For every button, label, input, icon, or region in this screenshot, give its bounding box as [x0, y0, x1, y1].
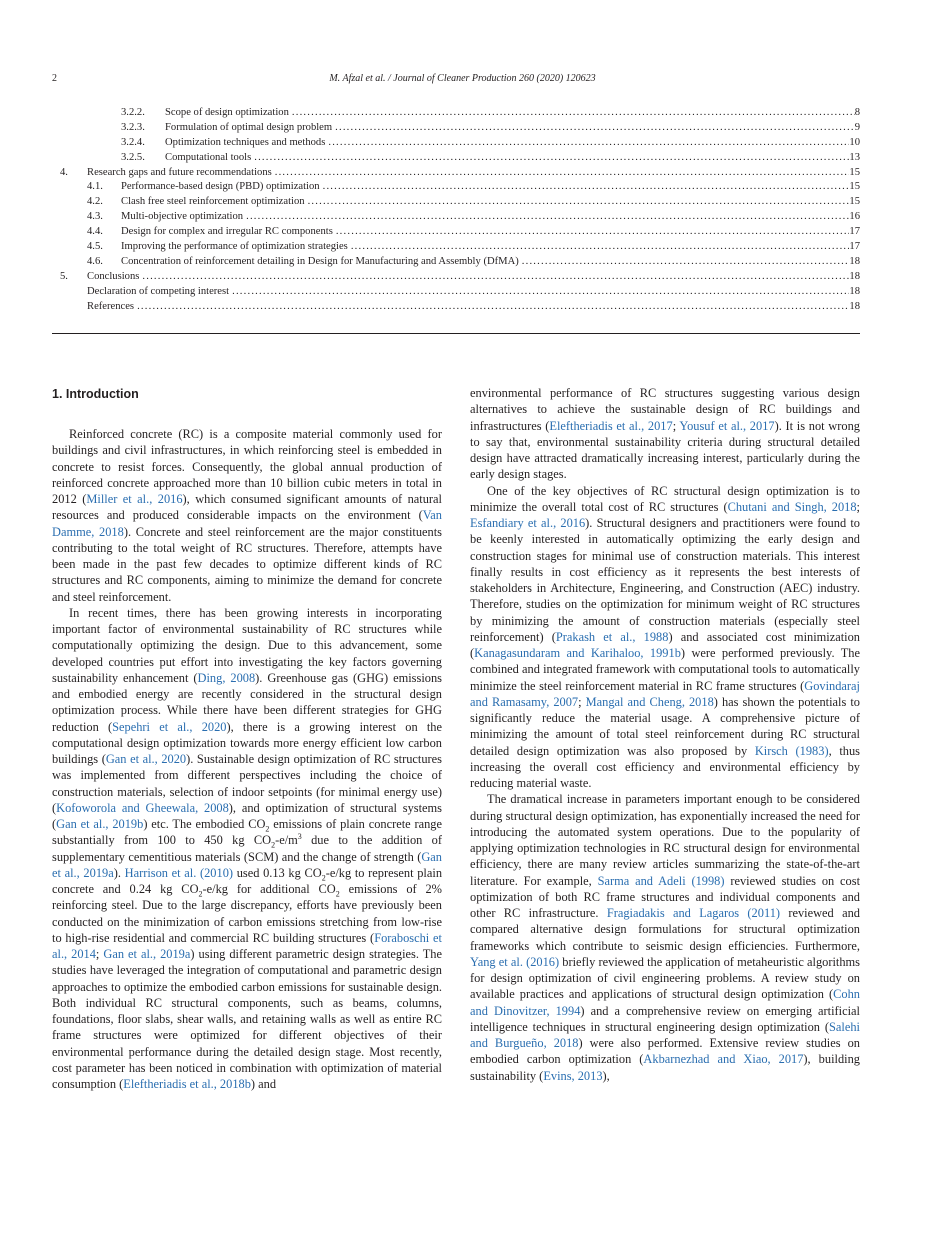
citation-link[interactable]: Kofoworola and Gheewala, 2008 [56, 800, 229, 815]
toc-entry-title: Computational tools [165, 151, 252, 163]
toc-leader-dots [348, 241, 850, 252]
toc-leader-dots [251, 152, 849, 163]
citation-link[interactable]: Prakash et al., 1988 [555, 629, 669, 644]
toc-entry[interactable] [52, 256, 860, 271]
section-heading: 1. Introduction [52, 387, 139, 401]
toc-entry-title: References [87, 300, 135, 312]
toc-leader-dots [139, 271, 849, 282]
toc-entry-number: 4.5. [87, 241, 103, 253]
toc-entry[interactable] [52, 122, 860, 137]
toc-leader-dots [243, 211, 849, 222]
citation-link[interactable]: Yang et al. (2016) [470, 954, 560, 969]
toc-entry-title: Clash free steel reinforcement optimization [121, 196, 305, 208]
toc-entry[interactable] [52, 241, 860, 256]
citation-link[interactable]: Harrison et al. (2010) [124, 865, 234, 880]
toc-entry[interactable] [52, 107, 860, 122]
toc-entry-page: 17 [849, 241, 860, 253]
paragraph: One of the key objectives of RC structural design optimization is to minimize the overall total cost of RC structures (Chutani and Singh, 2018; Esfandiary et al., 2016). Structural designers and practitioners were found to be keenly interested in automatically optimizing the early design and construction stages for minimal use of construction materials. This interest finally results in cost efficiency as it represents the best interests of stakeholders in Architecture, Engineering, and Construction (AEC) industry. Therefore, studies on the optimization for minimum weight of RC structures by minimizing the amount of construction materials (especially steel reinforcement) (Prakash et al., 1988) and associated cost minimization (Kanagasundaram and Karihaloo, 1991b) were performed previously. The combined and integrated framework with computational tools to automatically minimize the steel reinforcement material in RC frame structures (Govindaraj and Ramasamy, 2007; Mangal and Cheng, 2018) has shown the potentials to significantly reduce the material usage. A comprehensive picture of minimizing the amount of total steel reinforcement during RC structural detailed design optimization was also proposed by Kirsch (1983), thus increasing the overall cost efficiency and environmental efficiency by reducing material waste. [470, 483, 861, 790]
toc-entry-number: 4.3. [87, 211, 103, 223]
toc-entry[interactable] [52, 226, 860, 241]
citation-link[interactable]: Fragiadakis and Lagaros (2011) [606, 906, 781, 920]
toc-entry-title: Formulation of optimal design problem [165, 121, 333, 133]
toc-entry-number: 3.2.2. [121, 107, 145, 118]
toc-entry[interactable] [52, 286, 860, 301]
toc-entry-number: 3.2.4. [121, 136, 145, 148]
toc-entry-page: 15 [849, 166, 860, 178]
citation-link[interactable]: Esfandiary et al., 2016 [470, 516, 586, 530]
paragraph: In recent times, there has been growing interests in incorporating important factor of environmental sustainability of RC structures while computationally optimizing the design. Due to this advancement, some developed countries put effort into investigating the key factors governing sustainability enhancement (Ding, 2008). Greenhouse gas (GHG) emissions and embodied energy are recently considered in the structural design optimization process. While there have been different strategies for GHG reduction (Sepehri et al., 2020), there is a growing interest on the computational design optimization towards more energy efficient low carbon buildings (Gan et al., 2020). Sustainable design optimization of RC structures was implemented from different perspectives including the choice of construction materials, selection of indoor setpoints (for minimal energy use) (Kofoworola and Gheewala, 2008), and optimization of structural systems (Gan et al., 2019b) etc. The embodied $CO_2$ emissions of plain concrete range substantially from 100 to 450 kg $CO_2-e/m^3$ due to the addition of supplementary cementitious materials (SCM) and the change of strength (Gan et al., 2019a). Harrison et al. (2010) used 0.13 kg $CO_2-e/kg$ to represent plain concrete and 0.24 kg $CO_2-e/kg$ for additional $CO_2$ emissions of 2% reinforcing steel. Due to the large discrepancy, efforts have previously been conducted on the minimization of carbon emissions stretching from low-rise to high-rise residential and commercial RC building structures (Foraboschi et al., 2014; Gan et al., 2019a) using different parametric design strategies. The studies have leveraged the integration of computational and parametric design approaches to optimize the embodied carbon emissions for sustainable design. Both individual RC structural components, such as beams, columns, foundations, floor slabs, shear walls, and retaining walls as well as entire RC frame structures were optimized for different objectives of their environmental performance during the detailed design stage. Most recently, cost parameter has been noticed in combination with optimization of material consumption (Eleftheriadis et al., 2018b) and [52, 605, 443, 1091]
toc-entry[interactable] [52, 211, 860, 226]
citation-link[interactable]: Eleftheriadis et al., 2018b [123, 1077, 251, 1091]
toc-entry-number: 5. [60, 270, 68, 282]
left-column [52, 385, 442, 1092]
toc-entry-title: Declaration of competing interest [87, 285, 230, 297]
toc-entry-title: Optimization techniques and methods [165, 136, 326, 148]
toc-entry-number: 3.2.3. [121, 121, 145, 133]
subscript: 2 [335, 889, 340, 899]
toc-leader-dots [325, 137, 849, 148]
citation-link[interactable]: Yousuf et al., 2017 [679, 418, 775, 433]
citation-link[interactable]: Salehi and Burgueño, 2018 [470, 1019, 860, 1050]
toc-leader-dots [229, 286, 849, 297]
citation-link[interactable]: Van Damme, 2018 [52, 508, 442, 539]
citation-link[interactable]: Govindaraj and Ramasamy, 2007 [470, 678, 860, 709]
citation-link[interactable]: Miller et al., 2016 [86, 492, 183, 506]
toc-leader-dots [519, 256, 850, 267]
citation-link[interactable]: Kirsch (1983) [754, 743, 829, 758]
toc-entry-number: 4.2. [87, 196, 103, 208]
citation-link[interactable]: Akbarnezhad and Xiao, 2017 [643, 1052, 804, 1067]
toc-entry-page: 10 [849, 136, 860, 148]
running-head: M. Afzal et al. / Journal of Cleaner Production 260 (2020) 120623 [329, 73, 596, 84]
superscript: 3 [297, 832, 302, 842]
toc-entry-title: Conclusions [87, 270, 140, 282]
subscript: 2 [321, 873, 326, 883]
toc-entry-page: 15 [849, 196, 860, 208]
toc-leader-dots [332, 122, 855, 133]
citation-link[interactable]: Sepehri et al., 2020 [112, 719, 227, 734]
toc-entry-page: 9 [854, 121, 860, 133]
paragraph: The dramatical increase in parameters important enough to be considered during structural design optimization, has exponentially increased the need for introducing the automated system operations. Due to the popularity of applying optimization technologies in RC structural design for environmental efficiency, there are many review articles summarizing the state-of-the-art literature. For example, Sarma and Adeli (1998) reviewed studies on cost optimization of both RC frame structures and individual components and other RC infrastructure. Fragiadakis and Lagaros (2011) reviewed and compared alternative design formulations for structural optimization frameworks which contribute to seismic design efficiencies. Furthermore, Yang et al. (2016) briefly reviewed the application of metaheuristic algorithms for design optimization of civil engineering problems. A review study on available practices and applications of structural design optimization (Cohn and Dinovitzer, 1994) and a comprehensive review on emerging artificial intelligence techniques in structural engineering design optimization (Salehi and Burgueño, 2018) were also performed. Extensive review studies on embodied carbon optimization (Akbarnezhad and Xiao, 2017), building sustainability (Evins, 2013), [470, 792, 861, 1083]
toc-entry[interactable] [52, 196, 860, 211]
toc-entry-page: 18 [849, 300, 860, 312]
toc-entry-page: 18 [849, 255, 860, 267]
citation-link[interactable]: Cohn and Dinovitzer, 1994 [470, 987, 860, 1018]
paragraph: environmental performance of RC structures suggesting various design alternatives to achieve the sustainable design of RC buildings and infrastructures (Eleftheriadis et al., 2017; Yousuf et al., 2017). It is not wrong to say that, environmental sustainability criteria during structural detailed design have attracted dramatically increasing interest, particularly during the early design stages. [470, 386, 860, 482]
toc-entry-number: 4.4. [87, 226, 103, 238]
toc-entry-title: Performance-based design (PBD) optimization [121, 181, 320, 193]
toc-leader-dots [289, 107, 855, 118]
citation-link[interactable]: Sarma and Adeli (1998) [597, 873, 725, 888]
right-column [470, 385, 860, 1084]
toc-entry-number: 4. [60, 166, 68, 178]
toc-entry-number: 3.2.5. [121, 151, 145, 163]
table-of-contents [52, 107, 860, 315]
toc-entry-title: Improving the performance of optimization strategies [121, 241, 348, 253]
citation-link[interactable]: Gan et al., 2020 [105, 752, 187, 766]
subscript: 2 [198, 889, 203, 899]
toc-entry-page: 18 [849, 270, 860, 282]
toc-leader-dots [272, 167, 850, 178]
toc-entry-page: 17 [849, 226, 860, 238]
citation-link[interactable]: Chutani and Singh, 2018 [727, 499, 857, 514]
toc-entry-title: Design for complex and irregular RC components [121, 226, 333, 238]
toc-entry-number: 4.6. [87, 255, 103, 267]
subscript: 2 [265, 824, 270, 834]
toc-entry[interactable] [52, 271, 860, 286]
toc-entry-number: 4.1. [87, 181, 103, 193]
citation-link[interactable]: Gan et al., 2019b [56, 817, 144, 831]
toc-divider [52, 333, 860, 334]
toc-entry-title: Multi-objective optimization [121, 211, 244, 223]
toc-entry[interactable] [52, 152, 860, 167]
toc-leader-dots [320, 181, 850, 192]
citation-link[interactable]: Gan et al., 2019a [52, 849, 442, 880]
toc-leader-dots [333, 226, 850, 237]
toc-entry-title: Concentration of reinforcement detailing in Design for Manufacturing and Assembly (DfMA) [121, 255, 519, 267]
toc-leader-dots [134, 301, 849, 312]
citation-link[interactable]: Mangal and Cheng, 2018 [585, 694, 714, 709]
citation-link[interactable]: Ding, 2008 [197, 670, 256, 685]
toc-entry-page: 16 [849, 211, 860, 223]
citation-link[interactable]: Kanagasundaram and Karihaloo, 1991b [474, 646, 681, 660]
citation-link[interactable]: Eleftheriadis et al., 2017 [549, 418, 673, 433]
toc-entry[interactable] [52, 301, 860, 316]
toc-entry-page: 8 [854, 107, 860, 118]
paragraph: Reinforced concrete (RC) is a composite material commonly used for buildings and civil infrastructures, in which reinforcing steel is embedded in concrete to resist forces. Consequently, the global annual production of reinforced concrete approached more than 10 billion cubic meters in total in 2012 (Miller et al., 2016), which consumed significant amounts of natural resources and produced considerable impacts on the environment (Van Damme, 2018). Concrete and steel reinforcement are the major constituents contributing to the total weight of RC structures. Therefore, attempts have been made in the past few decades to optimize different kinds of RC structures and RC components, aiming to minimize the demand for concrete and steel reinforcement. [52, 427, 442, 604]
toc-entry[interactable] [52, 137, 860, 152]
toc-entry[interactable] [52, 167, 860, 182]
toc-entry-page: 15 [849, 181, 860, 193]
toc-entry[interactable] [52, 181, 860, 196]
toc-entry-page: 18 [849, 285, 860, 297]
citation-link[interactable]: Evins, 2013 [543, 1068, 603, 1083]
toc-entry-title: Research gaps and future recommendations [87, 166, 272, 178]
subscript: 2 [271, 840, 276, 850]
toc-entry-title: Scope of design optimization [165, 107, 289, 118]
toc-entry-page: 13 [849, 151, 860, 163]
page-number: 2 [52, 73, 57, 84]
citation-link[interactable]: Foraboschi et al., 2014 [52, 930, 442, 961]
citation-link[interactable]: Gan et al., 2019a [103, 947, 191, 961]
toc-leader-dots [305, 196, 850, 207]
